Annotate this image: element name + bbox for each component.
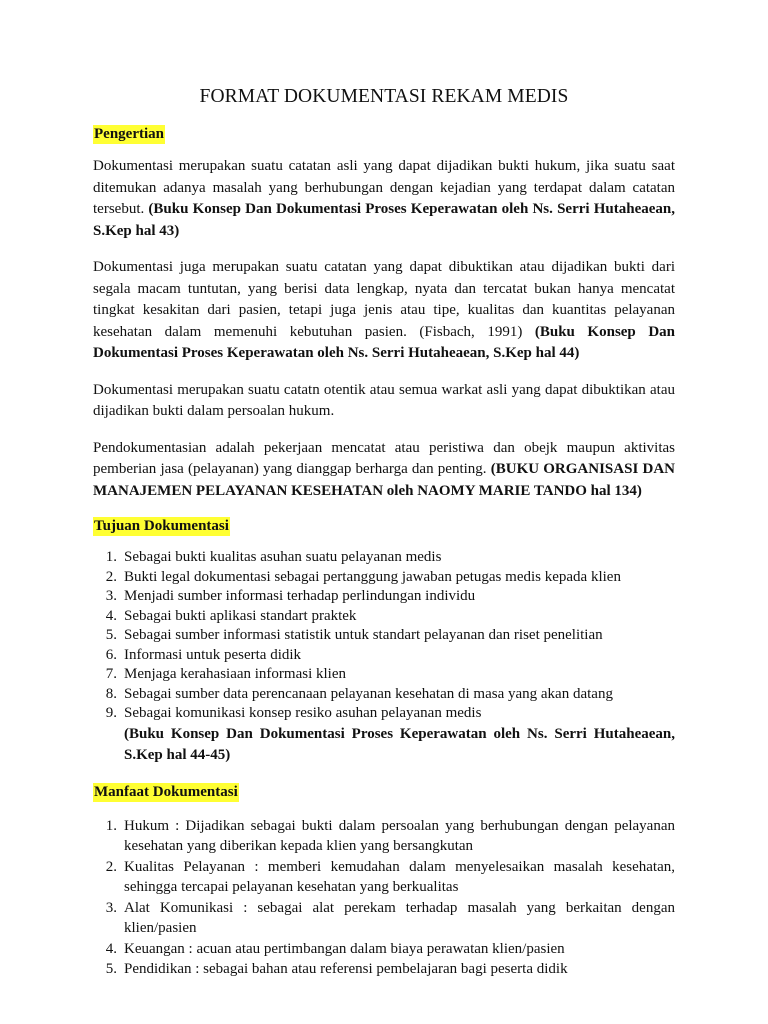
paragraph-4-text: Pendokumentasian adalah pekerjaan mencatat atau peristiwa dan obejk maupun aktivitas pemberian jasa (pelayanan) yang dianggap berharga dan penting. (93, 439, 675, 477)
list-item-text: Alat Komunikasi : sebagai alat perekam terhadap masalah yang berkaitan dengan klien/pasien (124, 899, 675, 936)
list-item-number: 5. (105, 961, 117, 977)
list-item-number: 4. (105, 607, 117, 624)
list-item (93, 626, 675, 646)
paragraph-3-text: Dokumentasi merupakan suatu catatn otentik atau semua warkat asli yang dapat dibuktikan atau dijadikan bukti dalam persoalan hukum. (93, 381, 675, 419)
list-item-text: Bukti legal dokumentasi sebagai pertanggung jawaban petugas medis kepada klien (124, 568, 621, 585)
list-item (93, 898, 675, 939)
paragraph-4 (93, 438, 675, 503)
list-item-text: Sebagai bukti aplikasi standart praktek (124, 607, 357, 624)
list-item (93, 939, 675, 960)
tujuan-citation: (Buku Konsep Dan Dokumentasi Proses Keperawatan oleh Ns. Serri Hutaheaean, S.Kep hal 44-45) (124, 725, 675, 763)
paragraph-2-text: Dokumentasi juga merupakan suatu catatan yang dapat dibuktikan atau dijadikan bukti dari segala macam tuntutan, yang berisi data lengkap, nyata dan tercatat bukan hanya mencatat tingkat kesakitan dari pasien, tetapi juga jenis atau tipe, kualitas dan kuantitas pelayanan kesehatan dalam memenuhi kebutuhan pasien. (Fisbach, 1991) (93, 259, 675, 340)
paragraph-2 (93, 257, 675, 365)
list-item-number: 3. (105, 588, 117, 604)
list-item-text: Sebagai komunikasi konsep resiko asuhan pelayanan medis (124, 705, 482, 721)
list-item-text: Sebagai sumber informasi statistik untuk standart pelayanan dan riset penelitian (124, 627, 603, 643)
list-item-number: 9. (105, 705, 117, 721)
list-item-text: Keuangan : acuan atau pertimbangan dalam biaya perawatan klien/pasien (124, 940, 565, 957)
paragraph-4-citation: (BUKU ORGANISASI DAN MANAJEMEN PELAYANAN KESEHATAN oleh NAOMY MARIE TANDO hal 134) (93, 461, 675, 499)
list-item-text: Menjadi sumber informasi terhadap perlindungan individu (124, 588, 476, 604)
section-heading-tujuan-wrap (93, 517, 675, 536)
list-item-text: Pendidikan : sebagai bahan atau referensi pembelajaran bagi peserta didik (124, 961, 568, 977)
list-item (93, 685, 675, 705)
list-item-number: 4. (105, 940, 117, 957)
paragraph-2-citation: (Buku Konsep Dan Dokumentasi Proses Keperawatan oleh Ns. Serri Hutaheaean, S.Kep hal 44) (93, 323, 675, 361)
list-item-number: 2. (105, 858, 117, 875)
list-item-number: 2. (105, 568, 117, 585)
section-heading-pengertian-wrap (93, 125, 675, 144)
document-page (93, 86, 675, 995)
list-item-number: 6. (105, 646, 117, 663)
list-item-number: 1. (105, 817, 117, 834)
list-item-number: 5. (105, 627, 117, 643)
section-heading-manfaat: Manfaat Dokumentasi (94, 783, 238, 800)
section-heading-tujuan: Tujuan Dokumentasi (94, 518, 229, 534)
list-item-number: 8. (105, 685, 117, 702)
list-item (93, 816, 675, 857)
list-item-number: 7. (105, 666, 117, 682)
tujuan-list (93, 548, 675, 724)
paragraph-1 (93, 156, 675, 242)
list-item-text: Kualitas Pelayanan : memberi kemudahan dalam menyelesaikan masalah kesehatan, sehingga tercapai pelayanan kesehatan yang berkualitas (124, 858, 675, 895)
paragraph-1-citation: (Buku Konsep Dan Dokumentasi Proses Keperawatan oleh Ns. Serri Hutaheaean, S.Kep hal 43) (93, 201, 676, 239)
list-item-text: Sebagai bukti kualitas asuhan suatu pelayanan medis (124, 549, 442, 565)
list-item-text: Informasi untuk peserta didik (124, 646, 302, 663)
list-item (93, 587, 675, 607)
paragraph-3 (93, 380, 675, 423)
paragraph-1-text: Dokumentasi merupakan suatu catatan asli yang dapat dijadikan bukti hukum, jika suatu saat ditemukan adanya masalah yang berhubungan dengan kejadian yang terdapat dalam catatan tersebut. (93, 158, 675, 217)
list-item-text: Menjaga kerahasiaan informasi klien (124, 666, 346, 682)
list-item (93, 959, 675, 980)
list-item (93, 646, 675, 666)
list-item (93, 548, 675, 568)
list-item (93, 857, 675, 898)
manfaat-list (93, 816, 675, 980)
list-item (93, 704, 675, 724)
section-heading-manfaat-wrap (93, 783, 675, 802)
document-title: FORMAT DOKUMENTASI REKAM MEDIS (199, 86, 569, 107)
list-item-number: 1. (105, 549, 117, 565)
list-item-text: Hukum : Dijadikan sebagai bukti dalam persoalan yang berhubungan dengan pelayanan kesehatan yang diberikan kepada klien yang bersangkutan (124, 817, 675, 854)
list-item-text: Sebagai sumber data perencanaan pelayanan kesehatan di masa yang akan datang (124, 685, 613, 702)
list-item (93, 568, 675, 588)
section-heading-pengertian: Pengertian (94, 126, 164, 142)
list-item (93, 607, 675, 627)
list-item-number: 3. (105, 899, 117, 916)
list-item (93, 665, 675, 685)
